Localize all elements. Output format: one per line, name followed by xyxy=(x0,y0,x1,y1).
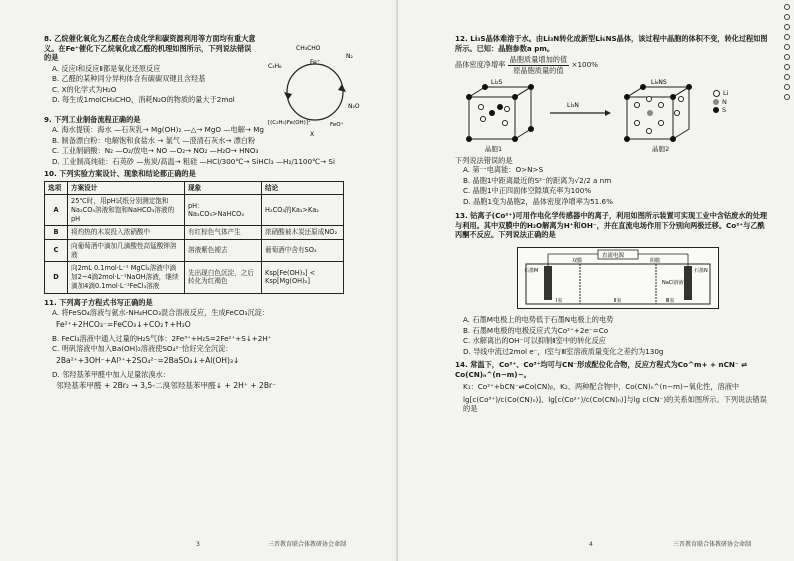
q13-option-c: C. 水解离出的OH⁻可以抑制Ⅱ室中的转化反应 xyxy=(463,336,606,346)
question-13 xyxy=(455,211,768,356)
question-11 xyxy=(44,298,377,392)
cell-legend: Li N S xyxy=(713,89,728,115)
power-label: 直流电源 xyxy=(602,252,625,259)
page-right xyxy=(397,0,794,561)
q11-option-d: D. 邻羟基苯甲醛中加入足量浓溴水： xyxy=(52,369,170,379)
question-14 xyxy=(455,360,768,414)
col-option: 选项 xyxy=(45,181,68,195)
footer-left: 三晋教育联合体教研协会命制 xyxy=(268,541,347,549)
label-c2h6: C₂H₆ xyxy=(268,63,282,70)
density-formula: 晶体密度净增率 $\frac{\text{晶胞质量增加的值}}{\text{原晶胞质量的值}}$ ×100% xyxy=(455,55,599,75)
q11-option-b: B. FeCl₃溶液中通入过量的H₂S气体：2Fe³⁺+H₂S=2Fe²⁺+S↓+2H⁺ xyxy=(52,333,272,343)
q8-option-c: C. X的化学式为H₂O xyxy=(52,84,117,94)
q13-option-b: B. 石墨M电极的电极反应式为Co²⁺+2e⁻=Co xyxy=(463,325,609,335)
col-design: 方案设计 xyxy=(68,181,185,195)
label-x: X xyxy=(310,131,315,138)
q11-equation-a: Fe²⁺+2HCO₃⁻=FeCO₃↓+CO₂↑+H₂O xyxy=(56,319,191,329)
cell2-top-label: Li₆NS xyxy=(651,79,667,86)
q10-stem: 10. 下列实验方案设计、现象和结论都正确的是 xyxy=(44,169,196,178)
q8-option-a: A. 反应Ⅰ和反应Ⅱ都是氧化还原反应 xyxy=(52,63,161,73)
cell1-top-label: Li₂S xyxy=(491,79,503,86)
li-marker xyxy=(713,90,720,97)
q8-option-b: B. 乙醛的某种同分异构体含有碳碳双键且含羟基 xyxy=(52,74,206,83)
q12-option-d: D. 晶胞1变为晶胞2，晶体密度净增率为51.6% xyxy=(463,196,613,206)
table-row: B 将灼热的木炭投入浓硝酸中 有红棕色气体产生 浓硝酸被木炭还原成NO₂ xyxy=(45,226,344,240)
bilayer-label: 双膜 xyxy=(572,257,583,264)
room-3-label: Ⅲ室 xyxy=(666,297,675,304)
q11-stem: 11. 下列离子方程式书写正确的是 xyxy=(44,297,153,307)
q9-option-b: B. 制备漂白粉：电解饱和食盐水 → 氯气 —澄清石灰水→ 漂白粉 xyxy=(52,135,256,145)
q8-stem: 8. 乙烷催化氧化为乙醛在合成化学和碳资源利用等方面均有重大意义。在Fe⁺催化下乙烷氧化成乙醛的机理如图所示，下列说法错误的是 xyxy=(44,34,256,62)
q9-option-d: D. 工业制高纯硅：石英砂 —焦炭/高温→ 粗硅 —HCl/300℃→ SiHCl₃ —H₂/1100℃→ Si xyxy=(52,156,335,166)
q14-lg-line: lg[c(Co³⁺)/c(Co(CN)ₙ)]、lg[c(Co²⁺)/c(Co(CN)ₙ)]与lg c(CN⁻)的关系如图所示。下列说法错误的是 xyxy=(463,394,767,414)
q13-stem: 13. 钴离子(Co²⁺)可用作电化学传感器中的离子，利用如图所示装置可实现工业中含钴废水的处理与利用。其中双膜中的H₂O解离为H⁺和OH⁻，并在直流电场作用下分别向两极迁移。Co²⁺与乙酰丙酮不反应。下列说法正确的是 xyxy=(455,211,768,240)
q11-equation-c: 2Ba²⁺+3OH⁻+Al³⁺+2SO₄²⁻=2BaSO₄↓+Al(OH)₃↓ xyxy=(56,355,240,365)
electrolysis-device xyxy=(517,247,719,309)
q12-option-b: B. 晶胞1中距离最近的S²⁻的距离为√2/2 a nm xyxy=(463,175,612,185)
label-complex: [(C₂H₅)Fe(OH)]⁺ xyxy=(268,120,311,126)
room-1-label: I室 xyxy=(556,297,563,304)
table-header-row xyxy=(45,181,344,195)
s-marker xyxy=(713,107,719,113)
cell2-caption: 晶胞2 xyxy=(652,145,670,153)
question-10 xyxy=(44,169,377,294)
catalytic-cycle-diagram xyxy=(260,40,370,140)
q12-sub: 下列说法错误的是 xyxy=(455,155,513,165)
q10-table xyxy=(44,181,344,294)
page-number-left: 3 xyxy=(196,541,200,549)
nacl-label: NaCl溶液 xyxy=(662,279,684,286)
col-conclusion: 结论 xyxy=(262,181,344,195)
graphite-m-label: 石墨M xyxy=(524,267,539,274)
page-number-right: 4 xyxy=(589,541,593,549)
label-n2: N₂ xyxy=(346,53,353,60)
footer-right: 三晋教育联合体教研协会命制 xyxy=(673,541,752,549)
q14-stem: 14. 常温下，Co²⁺、Co³⁺均可与CN⁻形成配位化合物，反应方程式为Co^m+ + nCN⁻ ⇌ Co(CN)ₙ^(n−m)−。 xyxy=(455,360,748,379)
table-row: A 25℃时，用pH试纸分别测定饱和Na₂CO₃溶液和饱和NaHCO₃溶液的pH pH：Na₂CO₃>NaHCO₃ H₂CO₃的Ka₁>Ka₂ xyxy=(45,195,344,226)
question-8 xyxy=(44,34,256,105)
graphite-n-label: 石墨N xyxy=(694,267,708,274)
q13-option-d: D. 导线中流过2mol e⁻，Ⅰ室与Ⅲ室溶液质量变化之差约为130g xyxy=(463,346,664,356)
room-2-label: Ⅱ室 xyxy=(614,297,622,304)
q12-stem: 12. Li₃S晶体难溶于水。由Li₃N转化成新型Li₆NS晶体，该过程中晶胞的体积不变，转化过程如图所示。已知：晶胞参数a pm。 xyxy=(455,34,768,53)
q8-option-d: D. 每生成1molCH₃CHO，消耗N₂O的物质的量大于2mol xyxy=(52,95,235,104)
crystal-cells-figure xyxy=(455,79,755,143)
q11-equation-d: 邻羟基苯甲醛 + 2Br₂ → 3,5-二溴邻羟基苯甲醛↓ + 2H⁺ + 2Br⁻ xyxy=(56,381,277,391)
q11-option-c: C. 明矾溶液中加入Ba(OH)₂溶液使SO₄²⁻恰好完全沉淀： xyxy=(52,344,233,354)
q12-option-c: C. 晶胞1中正四面体空隙填充率为100% xyxy=(463,186,592,196)
label-ch3cho: CH₃CHO xyxy=(296,45,321,52)
col-phenomenon: 现象 xyxy=(185,181,262,195)
q13-option-a: A. 石墨M电极上的电势低于石墨N电极上的电势 xyxy=(463,315,614,325)
label-n2o: N₂O xyxy=(348,103,360,110)
q9-stem: 9. 下列工业制备流程正确的是 xyxy=(44,114,141,124)
q9-option-c: C. 工业制硝酸：N₂ —O₂/放电→ NO —O₂→ NO₂ —H₂O→ HNO₃ xyxy=(52,146,259,155)
question-12 xyxy=(455,34,768,207)
q9-option-a: A. 海水提镁：海水 —石灰乳→ Mg(OH)₂ —△→ MgO —电解→ Mg xyxy=(52,125,264,134)
crystal-cells-svg xyxy=(455,79,755,143)
table-row: C 向葡萄酒中滴加几滴酸性高锰酸钾溶液 溶液紫色褪去 葡萄酒中含有SO₂ xyxy=(45,240,344,262)
q11-option-a: A. 将FeSO₄溶液与氨水-NH₄HCO₃混合溶液反应，生成FeCO₃沉淀： xyxy=(52,308,269,318)
n-marker xyxy=(713,99,719,105)
q14-k-line: K₁：Co²⁺+bCN⁻⇌Co(CN)ᵦ，K₂、两种配合物中，Co(CN)ₙ^(n−m)−氧化性，溶液中 xyxy=(463,382,740,392)
anion-membrane-label: 阴膜 xyxy=(650,257,661,264)
table-row: D 向2mL 0.1mol·L⁻¹ MgCl₂溶液中滴加2~4滴2mol·L⁻¹NaOH溶液，继续滴加4滴0.1mol·L⁻¹FeCl₃溶液 先出现白色沉淀，之后转化为红褐色 Ksp[Fe(OH)₃] < Ksp[Mg(OH)₂] xyxy=(45,262,344,293)
label-feo: FeO⁺ xyxy=(330,122,344,128)
label-fe: Fe⁺ xyxy=(310,59,320,66)
q12-option-a: A. 第一电离能：O>N>S xyxy=(463,165,544,175)
arrow-label: Li₃N xyxy=(567,102,579,109)
binding-rings xyxy=(784,0,790,561)
cell1-caption: 晶胞1 xyxy=(485,145,503,153)
